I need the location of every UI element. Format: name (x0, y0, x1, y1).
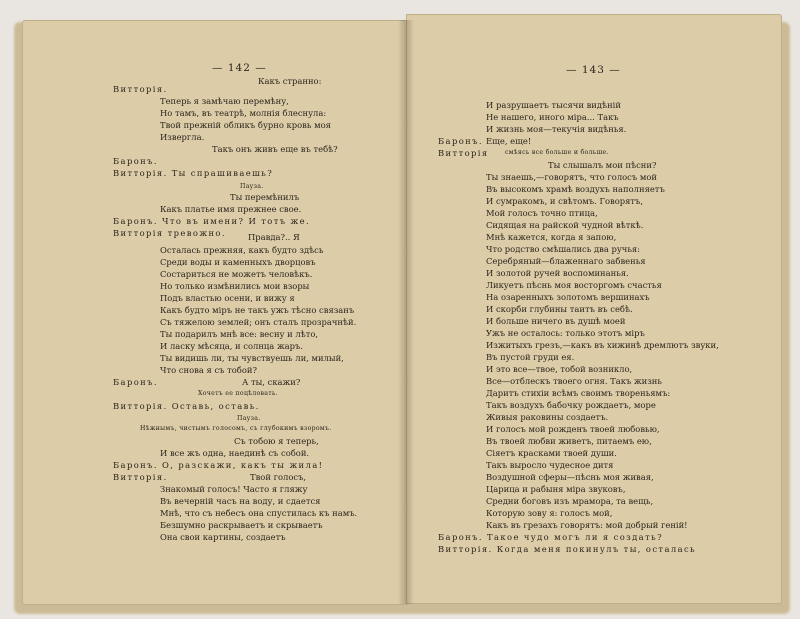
text-line: А ты, скажи? (242, 377, 301, 387)
text-line: Царица и рабыня міра звуковъ, (486, 484, 626, 494)
text-line: Съ тяжелою землей; онъ сталъ прозрачнѣй. (160, 317, 357, 327)
text-line: Ты видишь ли, ты чувствуешь ли, милый, (160, 353, 344, 363)
text-line: Воздушной сферы—пѣснь моя живая, (486, 472, 654, 482)
text-line: Витторія. Когда меня покинулъ ты, осталась (438, 544, 697, 554)
text-line: Витторія. (113, 472, 168, 482)
text-line: Не нашего, иного міра... Такъ (486, 112, 619, 122)
text-line: Даритъ стихіи всѣмъ своимъ твореньямъ: (486, 388, 671, 398)
text-line: Пауза. (237, 415, 261, 422)
text-line: Мой голосъ точно птица, (486, 208, 598, 218)
text-line: Ты знаешь,—говорятъ, что голосъ мой (486, 172, 658, 182)
text-line: Баронъ. Что въ имени? И тотъ же. (113, 216, 311, 226)
text-line: Баронъ. (438, 136, 483, 146)
text-line: Баронъ. О, разскажи, какъ ты жила! (113, 460, 324, 470)
text-line: Въ пустой груди ея. (486, 352, 575, 362)
text-line: Ужъ не осталось: только этотъ міръ (486, 328, 645, 338)
book-gutter (398, 20, 414, 604)
text-line: Что родство смѣшались два ручья: (486, 244, 640, 254)
text-line: Мнѣ кажется, когда я запою, (486, 232, 617, 242)
text-line: Живыя раковины создаетъ. (486, 412, 609, 422)
text-line: Баронъ. (113, 377, 158, 387)
text-line: И скорби глубины таитъ въ себѣ. (486, 304, 633, 314)
text-line: Осталась прежняя, какъ будто здѣсь (160, 245, 324, 255)
text-line: Какъ будто міръ не такъ ужъ тѣсно связанъ (160, 305, 355, 315)
text-line: Ты перемѣнилъ (230, 192, 300, 202)
text-line: Но тамъ, въ театрѣ, молнія блеснула: (160, 108, 327, 118)
text-line: Безшумно раскрываетъ и скрываетъ (160, 520, 323, 530)
text-line: И все жъ одна, наединѣ съ собой. (160, 448, 310, 458)
text-line: Баронъ. (113, 156, 158, 166)
text-line: Изжитыхъ грезъ,—какъ въ хижинѣ дремлютъ звуки, (486, 340, 719, 350)
text-line: И сумракомъ, и свѣтомъ. Говорятъ, (486, 196, 644, 206)
text-line: Въ твоей любви живетъ, питаемъ ею, (486, 436, 652, 446)
text-line: Состариться не можетъ человѣкъ. (160, 269, 313, 279)
page-number: — 142 — (212, 62, 267, 74)
text-line: Такъ воздухъ бабочку рождаетъ, море (486, 400, 656, 410)
text-line: И это все—твое, тобой возникло, (486, 364, 633, 374)
text-line: И ласку мѣсяца, и солнца жаръ. (160, 341, 304, 351)
page-number: — 143 — (566, 64, 621, 76)
text-line: Среди воды и каменныхъ дворцовъ (160, 257, 316, 267)
text-line: И жизнь моя—текучія видѣнья. (486, 124, 627, 134)
text-line: Въ высокомъ храмѣ воздухъ наполняетъ (486, 184, 665, 194)
text-block (22, 20, 408, 605)
text-line: Средни боговъ изъ мрамора, та вещь, (486, 496, 654, 506)
text-line: Правда?.. Я (248, 232, 300, 242)
text-line: смѣясь все больше и больше. (505, 149, 609, 156)
text-line: Такъ онъ живъ еще въ тебѣ? (212, 144, 338, 154)
text-line: Теперь я замѣчаю перемѣну, (160, 96, 289, 106)
text-line: Сіяетъ красками твоей души. (486, 448, 617, 458)
text-line: Ликуетъ пѣснь моя восторгомъ счастья (486, 280, 662, 290)
text-line: Витторія. Ты спрашиваешь? (113, 168, 274, 178)
text-block (406, 14, 782, 604)
text-line: Въ вечерній часъ на воду, и сдается (160, 496, 321, 506)
text-line: Такъ выросло чудесное дитя (486, 460, 614, 470)
text-line: Витторія (438, 148, 489, 158)
text-line: Она свои картины, создаетъ (160, 532, 286, 542)
text-line: Баронъ. Такое чудо могъ ли я создать? (438, 532, 663, 542)
text-line: Витторія тревожно. (113, 228, 226, 238)
text-line: Какъ въ грезахъ говорятъ: мой добрый геній! (486, 520, 688, 530)
text-line: Какъ платье имя прежнее свое. (160, 204, 302, 214)
text-line: Хочетъ ее поцѣловать. (198, 390, 278, 397)
text-line: Что снова я съ тобой? (160, 365, 257, 375)
text-line: И больше ничего въ душѣ моей (486, 316, 626, 326)
text-line: Все—отблескъ твоего огня. Такъ жизнь (486, 376, 662, 386)
text-line: Еще, еще! (486, 136, 532, 146)
text-line: Какъ странно: (258, 76, 322, 86)
text-line: Серебряный—блаженнаго забвенья (486, 256, 646, 266)
right-page (406, 14, 782, 604)
text-line: Витторія. Оставь, оставь. (113, 401, 260, 411)
text-line: Витторія. (113, 84, 168, 94)
text-line: Подъ властью осени, и вижу я (160, 293, 295, 303)
text-line: Ты подарилъ мнѣ все: весну и лѣто, (160, 329, 319, 339)
text-line: Нѣжнымъ, чистымъ голосомъ, съ глубокимъ взоромъ. (140, 425, 332, 432)
text-line: Но только измѣнились мои взоры (160, 281, 310, 291)
text-line: Твой голосъ, (250, 472, 307, 482)
left-page (22, 20, 408, 605)
text-line: Пауза. (240, 183, 264, 190)
text-line: И золотой ручей воспоминанья. (486, 268, 629, 278)
text-line: И голосъ мой рожденъ твоей любовью, (486, 424, 660, 434)
text-line: Знакомый голосъ! Часто я гляжу (160, 484, 308, 494)
text-line: Сидящая на райской чудной вѣткѣ. (486, 220, 644, 230)
text-line: Съ тобою я теперь, (234, 436, 319, 446)
text-line: Мнѣ, что съ небесъ она спустилась къ намъ. (160, 508, 358, 518)
text-line: Извергла. (160, 132, 205, 142)
text-line: Твой прежній обликъ бурно кровь моя (160, 120, 331, 130)
text-line: И разрушаетъ тысячи видѣній (486, 100, 621, 110)
text-line: Которую зову я: голосъ мой, (486, 508, 613, 518)
text-line: Ты слышалъ мои пѣсни? (548, 160, 657, 170)
text-line: На озаренныхъ золотомъ вершинахъ (486, 292, 650, 302)
